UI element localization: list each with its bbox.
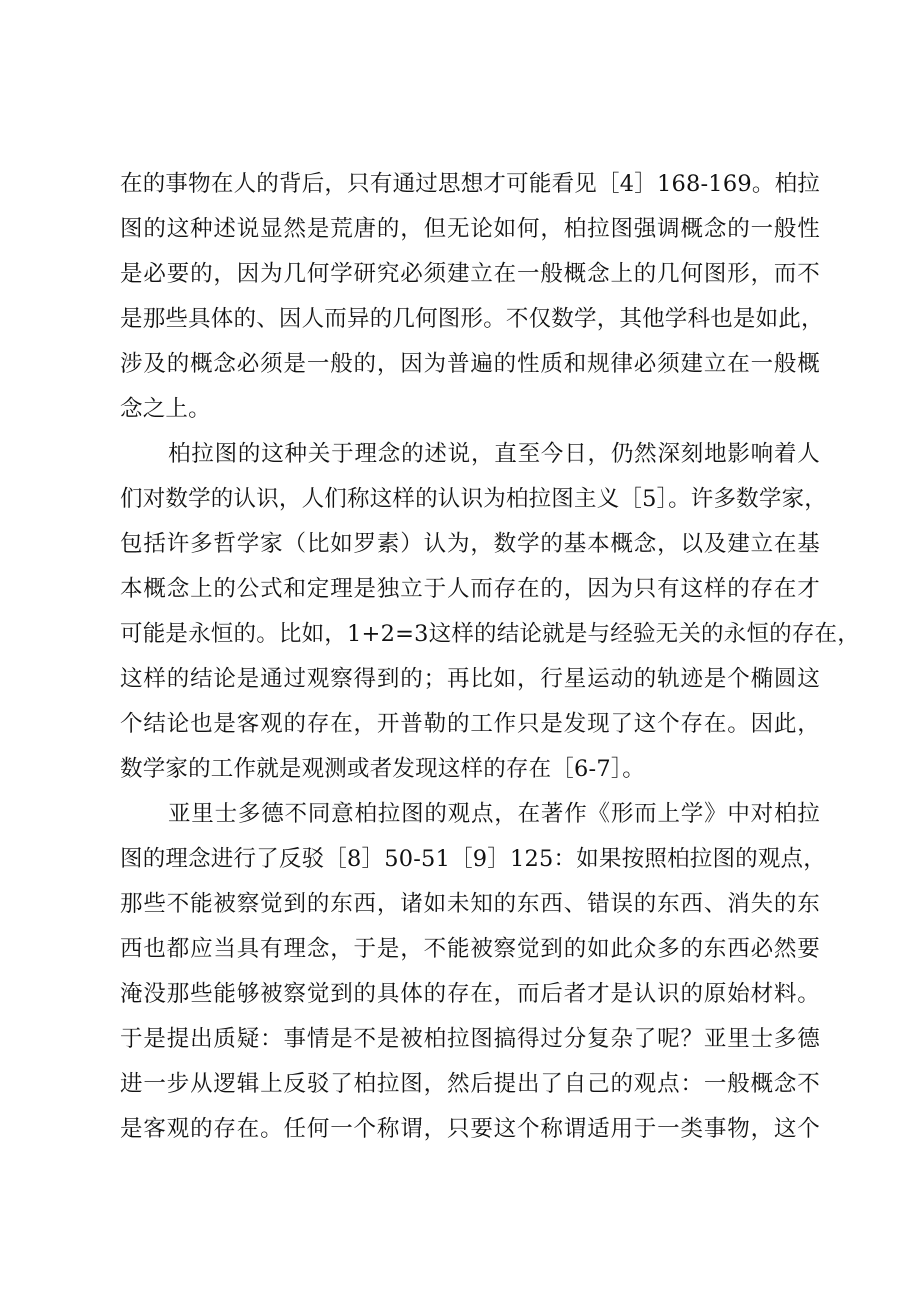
- text-line: 于是提出质疑：事情是不是被柏拉图搞得过分复杂了呢？亚里士多德: [120, 1026, 820, 1052]
- text-line: 个结论也是客观的存在，开普勒的工作只是发现了这个存在。因此，: [120, 711, 820, 737]
- text-line: 亚里士多德不同意柏拉图的观点，在著作《形而上学》中对柏拉: [168, 801, 820, 827]
- text-line: 涉及的概念必须是一般的，因为普遍的性质和规律必须建立在一般概: [120, 351, 820, 377]
- text-line: 这样的结论是通过观察得到的；再比如，行星运动的轨迹是个椭圆这: [120, 666, 820, 692]
- text-line: 图的理念进行了反驳［8］50-51［9］125：如果按照柏拉图的观点，: [120, 846, 826, 872]
- text-line: 们对数学的认识，人们称这样的认识为柏拉图主义［5］。许多数学家，: [120, 486, 827, 512]
- text-line: 西也都应当具有理念，于是，不能被察觉到的如此众多的东西必然要: [120, 936, 820, 962]
- text-line: 是必要的，因为几何学研究必须建立在一般概念上的几何图形，而不: [120, 261, 820, 287]
- text-line: 可能是永恒的。比如，1+2=3这样的结论就是与经验无关的永恒的存在，: [120, 621, 860, 647]
- text-line: 包括许多哲学家（比如罗素）认为，数学的基本概念，以及建立在基: [120, 531, 820, 557]
- text-line: 淹没那些能够被察觉到的具体的存在，而后者才是认识的原始材料。: [120, 981, 820, 1007]
- text-line: 是客观的存在。任何一个称谓，只要这个称谓适用于一类事物，这个: [120, 1116, 820, 1142]
- text-line: 柏拉图的这种关于理念的述说，直至今日，仍然深刻地影响着人: [168, 441, 820, 467]
- text-line: 本概念上的公式和定理是独立于人而存在的，因为只有这样的存在才: [120, 576, 820, 602]
- text-line: 那些不能被察觉到的东西，诸如未知的东西、错误的东西、消失的东: [120, 891, 820, 917]
- text-line: 是那些具体的、因人而异的几何图形。不仅数学，其他学科也是如此，: [120, 306, 824, 332]
- text-line: 念之上。: [120, 396, 211, 422]
- text-line: 图的这种述说显然是荒唐的，但无论如何，柏拉图强调概念的一般性: [120, 216, 820, 242]
- text-line: 数学家的工作就是观测或者发现这样的存在［6-7］。: [120, 756, 645, 782]
- text-line: 进一步从逻辑上反驳了柏拉图，然后提出了自己的观点：一般概念不: [120, 1071, 820, 1097]
- text-line: 在的事物在人的背后，只有通过思想才可能看见［4］168-169。柏拉: [120, 171, 820, 197]
